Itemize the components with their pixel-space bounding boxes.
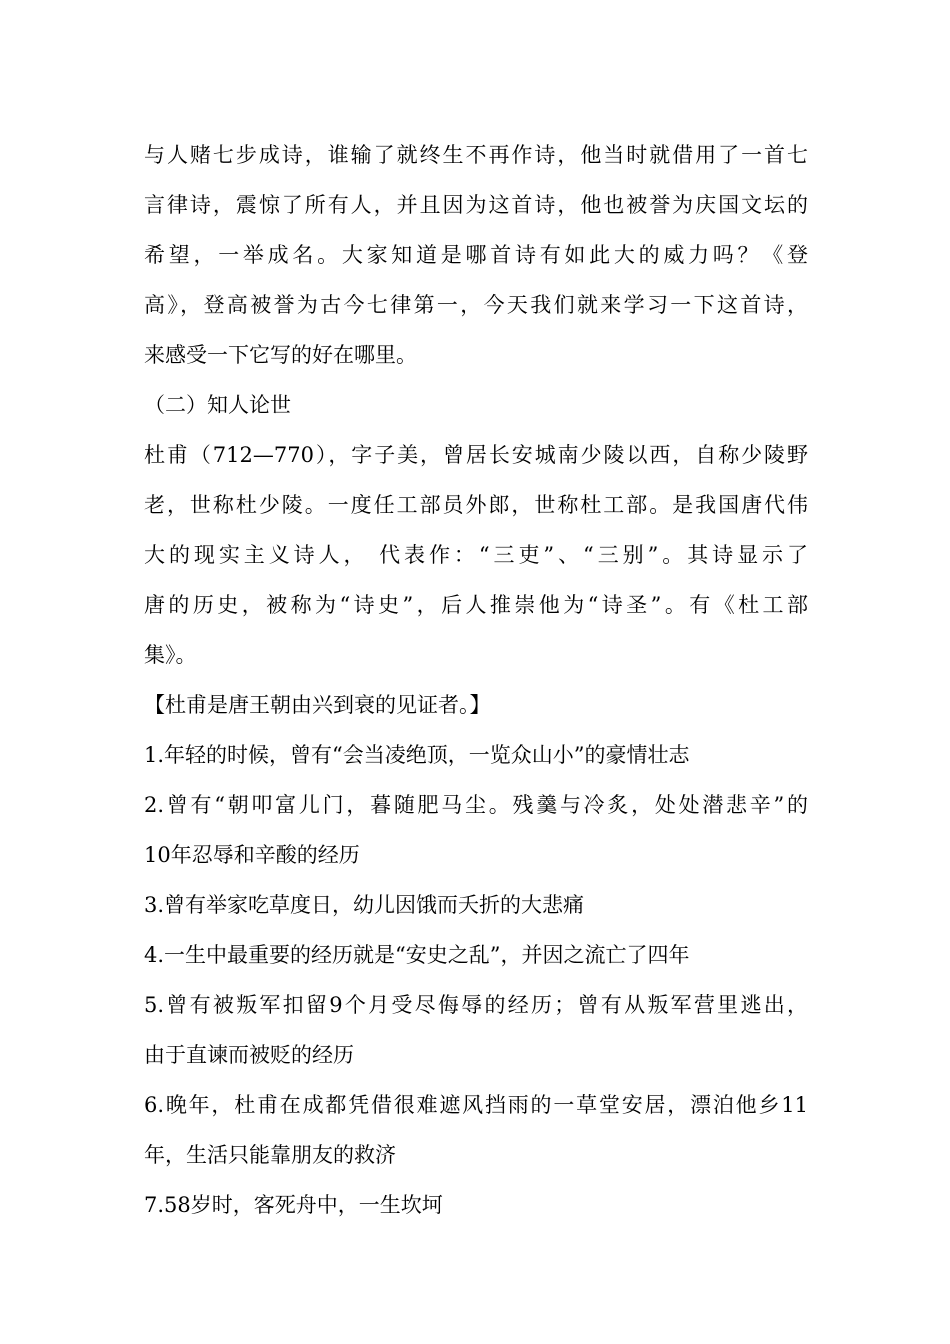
paragraph-line: 集》。 — [144, 643, 197, 667]
paragraph-line: 大的现实主义诗人， 代表作：“三吏”、“三别”。其诗显示了 — [144, 543, 808, 567]
list-item: 1.年轻的时候，曾有“会当凌绝顶，一览众山小”的豪情壮志 — [144, 743, 690, 767]
list-item: 7.58岁时，客死舟中，一生坎坷 — [144, 1193, 443, 1217]
list-item: 2.曾有“朝叩富儿门，暮随肥马尘。残羹与冷炙，处处潜悲辛”的 — [144, 793, 808, 817]
paragraph-line: 希望，一举成名。大家知道是哪首诗有如此大的威力吗？《登 — [144, 243, 808, 267]
document-body — [144, 130, 808, 1230]
paragraph-line: 老，世称杜少陵。一度任工部员外郎，世称杜工部。是我国唐代伟 — [144, 493, 808, 517]
list-item-continuation: 10年忍辱和辛酸的经历 — [144, 843, 360, 867]
paragraph-line: 与人赌七步成诗，谁输了就终生不再作诗，他当时就借用了一首七 — [144, 143, 808, 167]
list-item: 4.一生中最重要的经历就是“安史之乱”，并因之流亡了四年 — [144, 943, 690, 967]
paragraph-line: 唐的历史，被称为“诗史”，后人推崇他为“诗圣”。有《杜工部 — [144, 593, 808, 617]
list-item: 6.晚年，杜甫在成都凭借很难遮风挡雨的一草堂安居，漂泊他乡11 — [144, 1093, 808, 1117]
section-heading: （二）知人论世 — [144, 393, 291, 417]
paragraph-line: 杜甫（712—770），字子美，曾居长安城南少陵以西，自称少陵野 — [144, 443, 808, 467]
subheading-bracketed: 【杜甫是唐王朝由兴到衰的见证者。】 — [144, 693, 491, 717]
list-item-continuation: 由于直谏而被贬的经历 — [144, 1043, 354, 1067]
list-item-continuation: 年，生活只能靠朋友的救济 — [144, 1143, 396, 1167]
paragraph-line: 言律诗，震惊了所有人，并且因为这首诗，他也被誉为庆国文坛的 — [144, 193, 808, 217]
paragraph-line: 来感受一下它写的好在哪里。 — [144, 343, 417, 367]
list-item: 5.曾有被叛军扣留9个月受尽侮辱的经历；曾有从叛军营里逃出， — [144, 993, 808, 1017]
paragraph-line: 高》，登高被誉为古今七律第一，今天我们就来学习一下这首诗， — [144, 293, 808, 317]
list-item: 3.曾有举家吃草度日，幼儿因饿而夭折的大悲痛 — [144, 893, 585, 917]
